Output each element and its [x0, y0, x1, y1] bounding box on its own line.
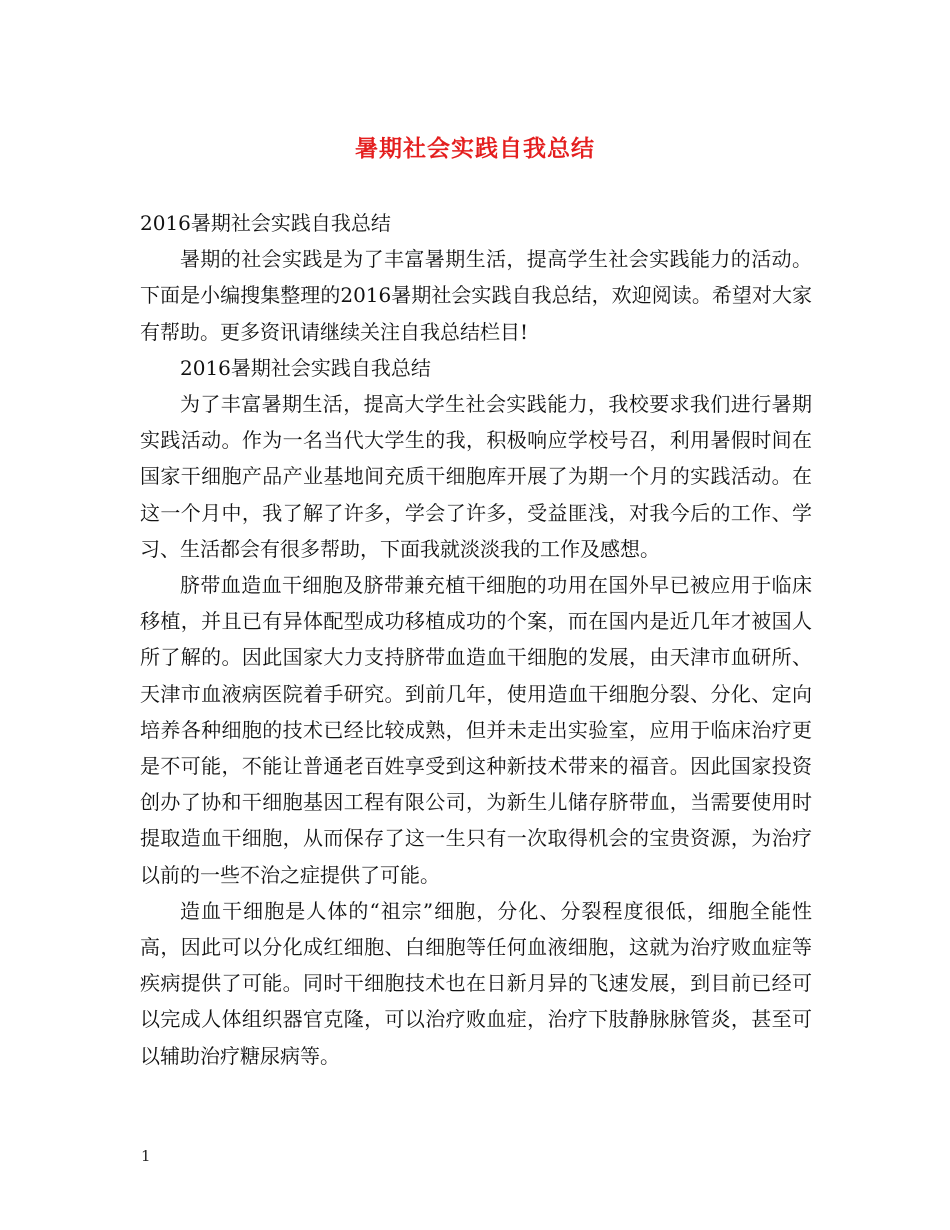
paragraph-practice: 为了丰富暑期生活，提高大学生社会实践能力，我校要求我们进行暑期实践活动。作为一名当代大学生的我，积极响应学校号召，利用暑假时间在国家干细胞产品产业基地间充质干细胞库开展了为期一个月的实践活动。在这一个月中，我了解了许多，学会了许多，受益匪浅，对我今后的工作、学习、生活都会有很多帮助，下面我就淡淡我的工作及感想。	[140, 392, 812, 561]
paragraph-intro: 暑期的社会实践是为了丰富暑期生活，提高学生社会实践能力的活动。下面是小编搜集整理的2016暑期社会实践自我总结，欢迎阅读。希望对大家有帮助。更多资讯请继续关注自我总结栏目!	[140, 247, 812, 344]
paragraph-heading: 2016暑期社会实践自我总结	[180, 355, 431, 380]
paragraph-cord-blood: 脐带血造血干细胞及脐带兼充植干细胞的功用在国外早已被应用于临床移植，并且已有异体配型成功移植成功的个案，而在国内是近几年才被国人所了解的。因此国家大力支持脐带血造血干细胞的发展，由天津市血研所、天津市血液病医院着手研究。到前几年，使用造血干细胞分裂、分化、定向培养各种细胞的技术已经比较成熟，但并未走出实验室，应用于临床治疗更是不可能，不能让普通老百姓享受到这种新技术带来的福音。因此国家投资创办了协和干细胞基因工程有限公司，为新生儿储存脐带血，当需要使用时提取造血干细胞，从而保存了这一生只有一次取得机会的宝贵资源，为治疗以前的一些不治之症提供了可能。	[140, 573, 812, 887]
page-title: 暑期社会实践自我总结	[355, 135, 595, 162]
document-subtitle: 2016暑期社会实践自我总结	[140, 211, 391, 235]
page-number: 1	[141, 1147, 151, 1165]
document-body	[140, 205, 812, 1074]
paragraph-stem-cells: 造血干细胞是人体的“祖宗”细胞，分化、分裂程度很低，细胞全能性高，因此可以分化成红细胞、白细胞等任何血液细胞，这就为治疗败血症等疾病提供了可能。同时干细胞技术也在日新月异的飞速发展，到目前已经可以完成人体组织器官克隆，可以治疗败血症，治疗下肢静脉脉管炎，甚至可以辅助治疗糖尿病等。	[140, 898, 812, 1068]
